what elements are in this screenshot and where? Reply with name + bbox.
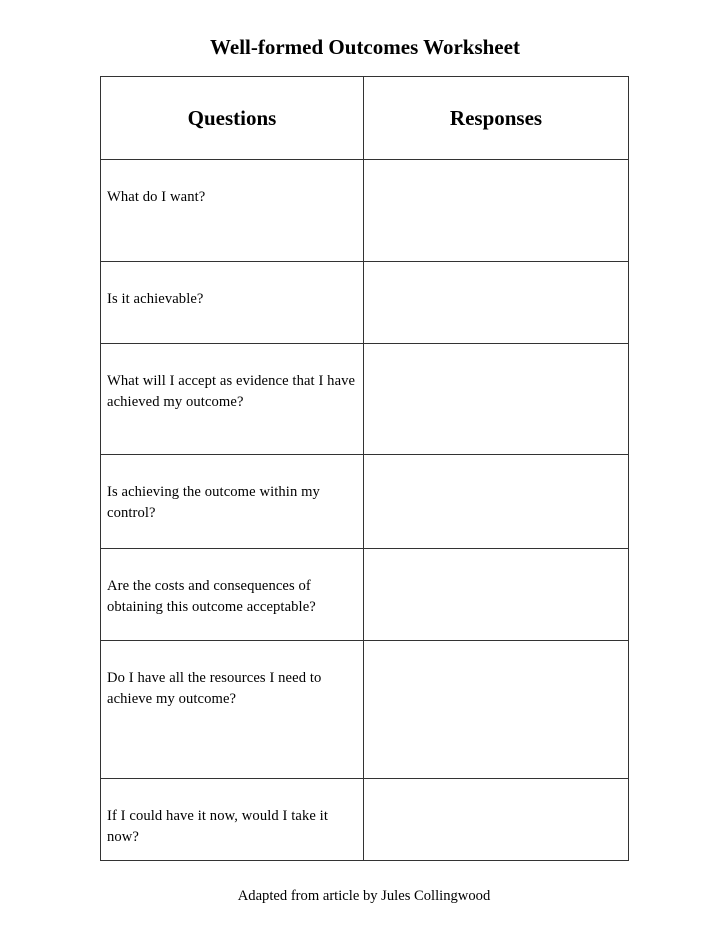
response-cell[interactable] [364,455,629,549]
question-cell: What will I accept as evidence that I have achieved my outcome? [101,344,364,455]
question-cell: Do I have all the resources I need to achieve my outcome? [101,641,364,779]
table-row [101,455,629,549]
table-row [101,549,629,641]
table-header-row [101,77,629,160]
outcomes-worksheet-table [100,76,629,861]
response-cell[interactable] [364,641,629,779]
table-row [101,779,629,861]
table-row [101,344,629,455]
question-cell: Are the costs and consequences of obtaining this outcome acceptable? [101,549,364,641]
response-cell[interactable] [364,549,629,641]
question-cell: Is achieving the outcome within my control? [101,455,364,549]
question-cell: If I could have it now, would I take it now? [101,779,364,861]
questions-column-header: Questions [101,77,364,160]
question-cell: What do I want? [101,160,364,262]
attribution-footer: Adapted from article by Jules Collingwood [237,888,491,904]
response-cell[interactable] [364,262,629,344]
question-cell: Is it achievable? [101,262,364,344]
table-row [101,262,629,344]
response-cell[interactable] [364,779,629,861]
table-row [101,160,629,262]
table-row [101,641,629,779]
page-title: Well-formed Outcomes Worksheet [210,35,520,59]
response-cell[interactable] [364,344,629,455]
response-cell[interactable] [364,160,629,262]
responses-column-header: Responses [364,77,629,160]
